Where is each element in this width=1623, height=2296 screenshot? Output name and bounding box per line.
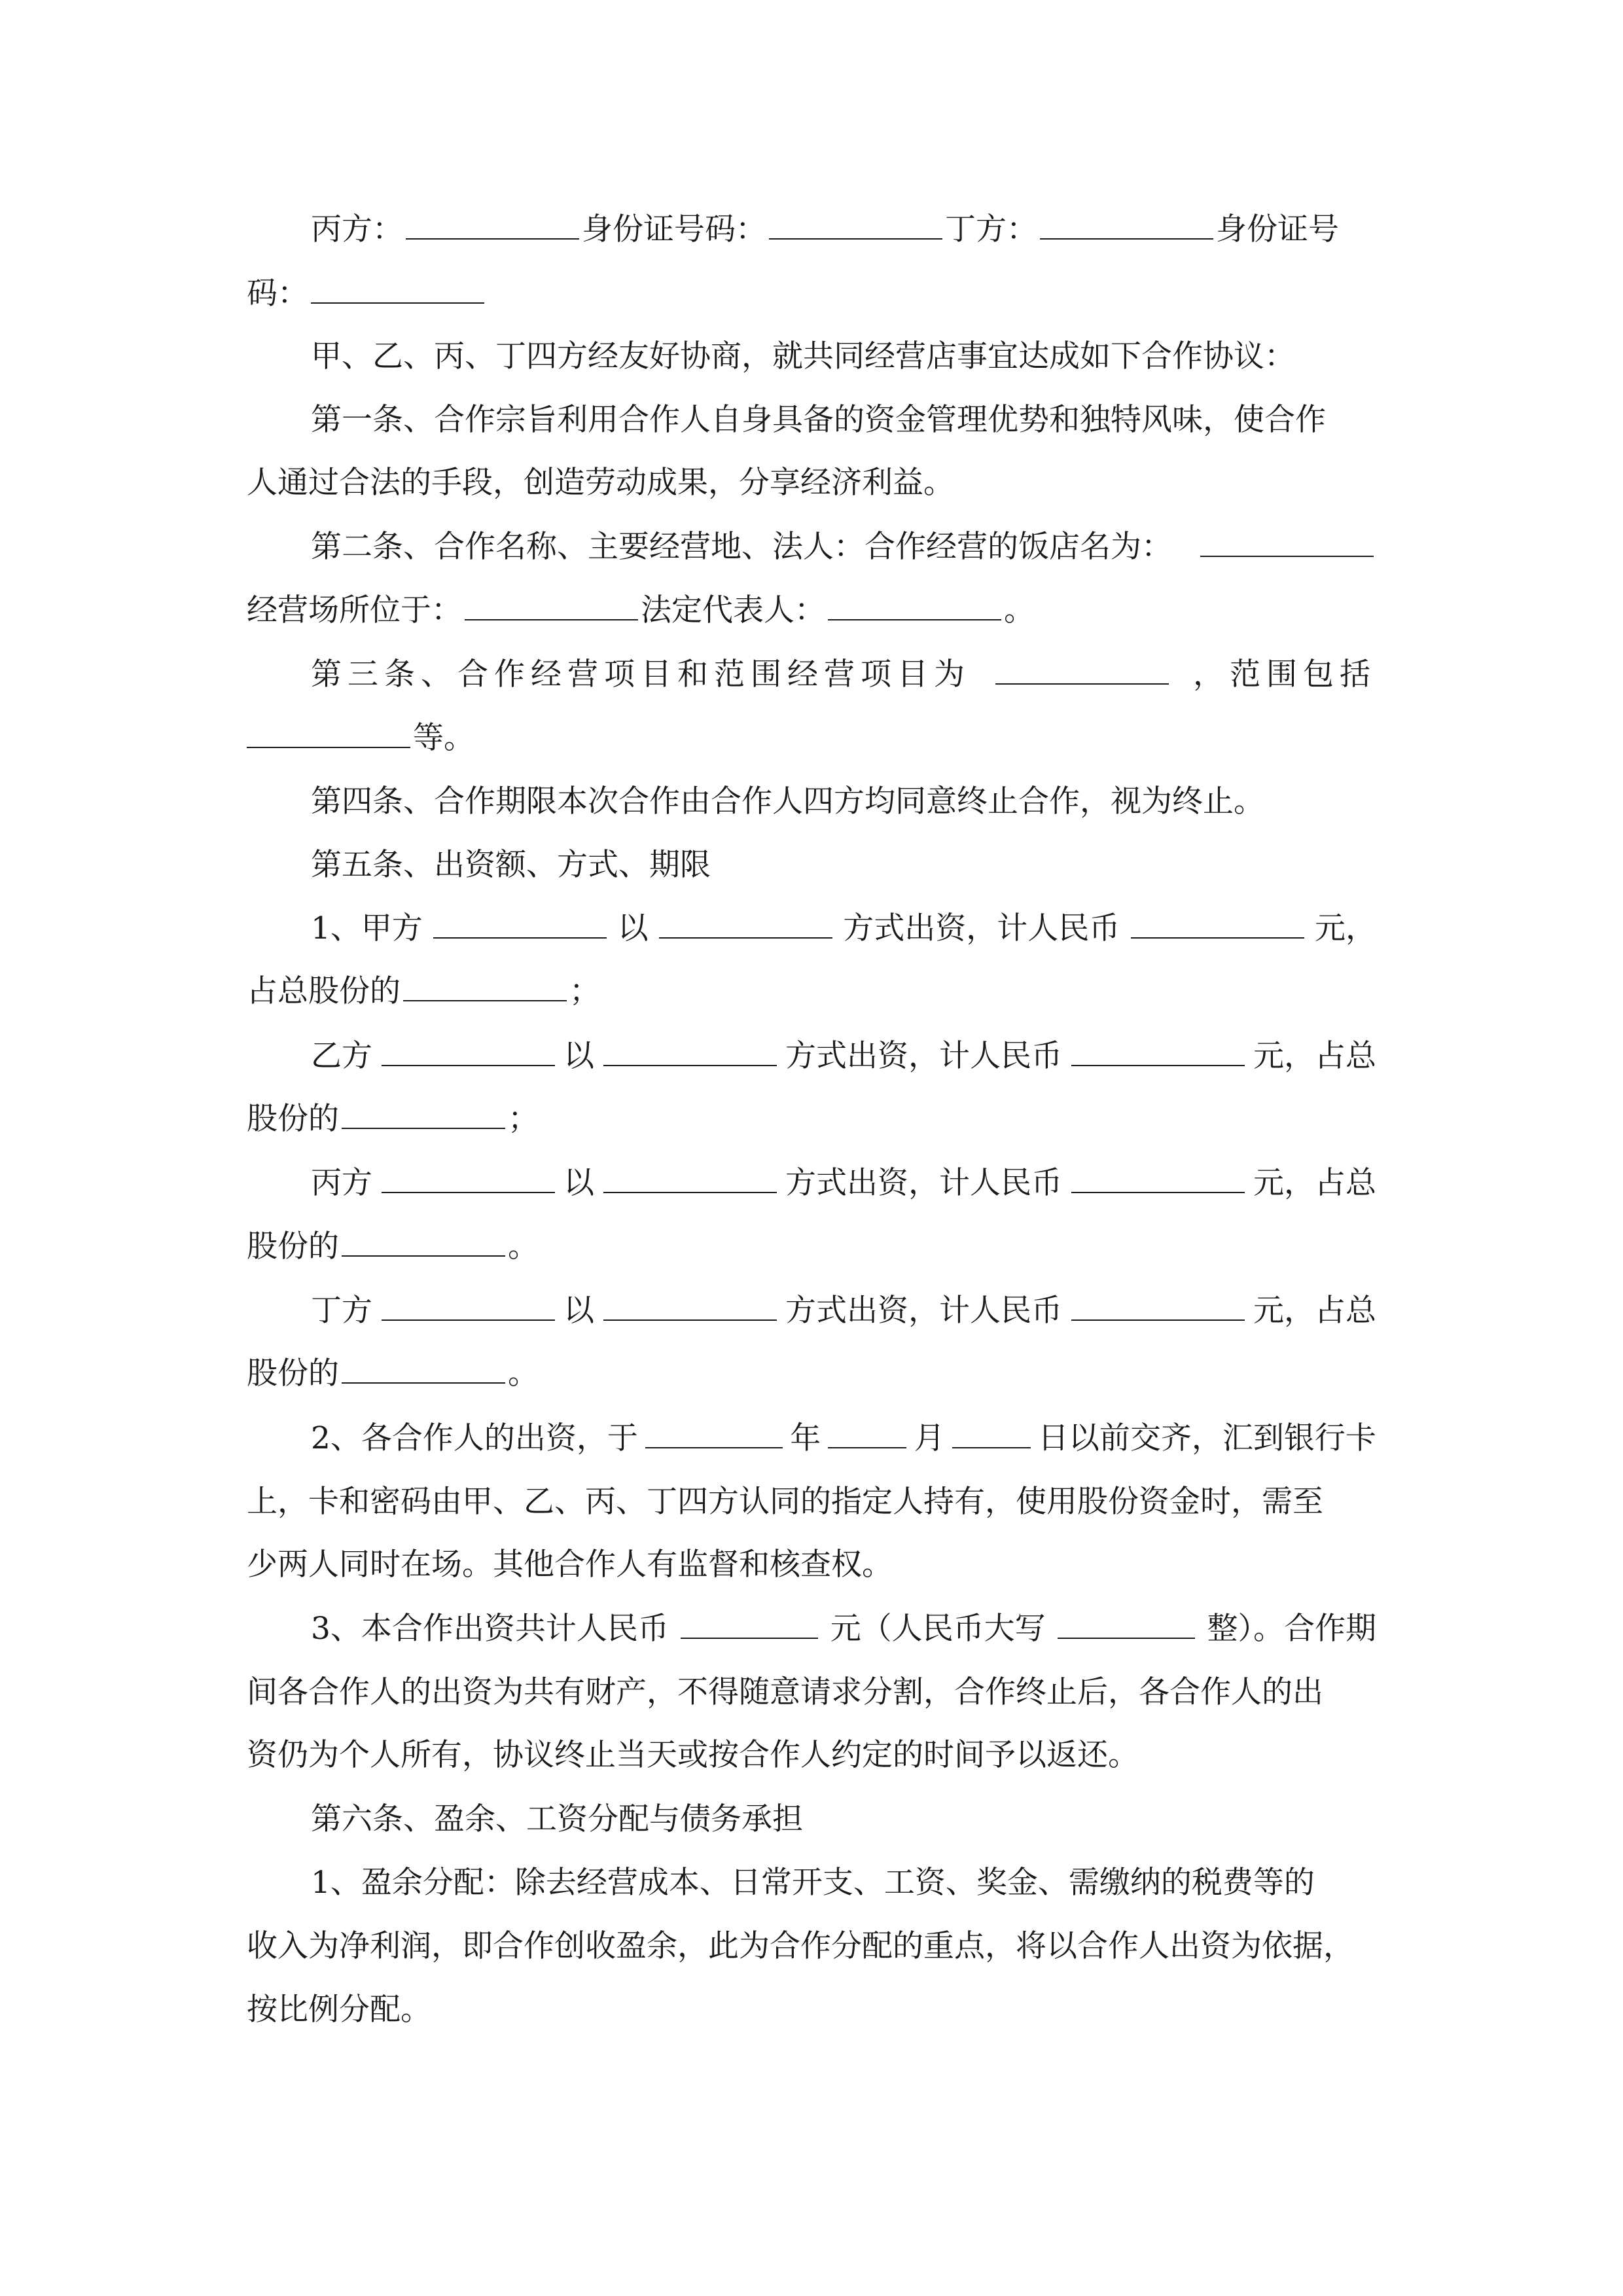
article-2 xyxy=(311,515,1376,579)
article-3-cont xyxy=(247,706,1376,770)
method-text: 方式出资，计人民币 xyxy=(843,910,1120,946)
semicolon: ； xyxy=(569,973,600,1009)
by-label: 以 xyxy=(563,1165,594,1201)
capital-amount-label: 元（人民币大写 xyxy=(830,1611,1046,1647)
id-number-label-cont: 码： xyxy=(247,276,308,312)
party-d-share-blank xyxy=(342,1382,505,1384)
by-label: 以 xyxy=(563,1293,594,1329)
intro-paragraph: 甲、乙、丙、丁四方经友好协商，就共同经营店事宜达成如下合作协议： xyxy=(311,338,1295,374)
semicolon: ； xyxy=(508,1101,539,1137)
legal-rep-blank xyxy=(828,619,1001,620)
party-b-share-blank xyxy=(342,1127,505,1129)
location-label: 经营场所位于： xyxy=(247,592,462,628)
joint-property-text: 间各合作人的出资为共有财产，不得随意请求分割，合作终止后，各合作人的出 xyxy=(247,1674,1323,1710)
party-b-label: 乙方 xyxy=(311,1038,372,1074)
by-label: 以 xyxy=(563,1038,594,1074)
return-text: 资仍为个人所有，协议终止当天或按合作人约定的时间予以返还。 xyxy=(247,1737,1139,1773)
period: 。 xyxy=(1004,592,1035,628)
party-a-contribution xyxy=(311,897,1376,961)
party-a-amount-blank xyxy=(433,937,607,939)
total-contribution xyxy=(311,1597,1376,1661)
share-label: 股份的 xyxy=(247,1229,339,1265)
scope-label: ，范围包括 xyxy=(1193,656,1376,692)
profit-distribution-cont: 收入为净利润，即合作创收盈余，此为合作分配的重点，将以合作人出资为依据， xyxy=(247,1928,1354,1964)
party-d-amount-blank xyxy=(382,1319,555,1321)
party-d-label: 丁方 xyxy=(311,1293,372,1329)
party-c-method-blank xyxy=(603,1191,777,1193)
party-d-method-blank xyxy=(603,1319,777,1321)
scope-blank xyxy=(247,746,410,748)
article-1-cont: 人通过合法的手段，创造劳动成果，分享经济利益。 xyxy=(247,465,954,501)
etc-text: 等。 xyxy=(413,720,474,756)
article-1: 第一条、合作宗旨利用合作人自身具备的资金管理优势和独特风味，使合作 xyxy=(311,402,1326,438)
share-label: 股份的 xyxy=(247,1101,339,1137)
bank-card-text: 上，卡和密码由甲、乙、丙、丁四方认同的指定人持有，使用股份资金时，需至 xyxy=(247,1484,1323,1520)
yuan-share-text: 元，占总 xyxy=(1253,1038,1376,1074)
article-3-text: 第三条、合作经营项目和范围经营项目为 xyxy=(311,656,971,692)
party-d-share xyxy=(247,1342,1376,1406)
day-blank xyxy=(952,1446,1031,1448)
period: 。 xyxy=(508,1229,539,1265)
contribution-deadline xyxy=(311,1407,1376,1471)
party-b-share xyxy=(247,1087,1376,1151)
article-4: 第四条、合作期限本次合作由合作人四方均同意终止合作，视为终止。 xyxy=(311,783,1264,819)
supervision-text: 少两人同时在场。其他合作人有监督和核查权。 xyxy=(247,1547,893,1583)
method-text: 方式出资，计人民币 xyxy=(785,1038,1062,1074)
restaurant-name-blank xyxy=(1200,555,1374,557)
article-5-title: 第五条、出资额、方式、期限 xyxy=(311,847,711,883)
party-b-contribution xyxy=(311,1024,1376,1088)
party-a-method-blank xyxy=(659,937,832,939)
party-d-rmb-blank xyxy=(1071,1319,1245,1321)
party-c-share xyxy=(247,1215,1376,1279)
party-a-rmb-blank xyxy=(1131,937,1304,939)
by-label: 以 xyxy=(617,910,649,946)
party-c-contribution xyxy=(311,1151,1376,1215)
article-2-text: 第二条、合作名称、主要经营地、法人：合作经营的饭店名为： xyxy=(311,529,1172,565)
party-c-id-blank xyxy=(769,238,942,240)
party-d-label: 丁方： xyxy=(945,211,1037,247)
id-number-label: 身份证号码： xyxy=(582,211,766,247)
yuan-share-text: 元，占总 xyxy=(1253,1165,1376,1201)
party-c-amount-blank xyxy=(382,1191,555,1193)
deadline-text-cont: 日以前交齐，汇到银行卡 xyxy=(1037,1420,1376,1456)
total-label: 3、本合作出资共计人民币 xyxy=(311,1611,669,1647)
party-d-id-line xyxy=(247,262,1376,326)
party-d-contribution xyxy=(311,1279,1376,1343)
party-d-id-blank xyxy=(311,302,484,304)
month-label: 月 xyxy=(914,1420,945,1456)
party-c-label: 丙方： xyxy=(311,211,403,247)
id-number-label: 身份证号 xyxy=(1216,211,1339,247)
party-c-name-blank xyxy=(406,238,579,240)
party-b-method-blank xyxy=(603,1064,777,1066)
year-blank xyxy=(645,1446,783,1448)
total-text-cont: 整）。合作期 xyxy=(1207,1611,1376,1647)
yuan-share-text: 元，占总 xyxy=(1253,1293,1376,1329)
total-amount-blank xyxy=(681,1637,818,1639)
month-blank xyxy=(828,1446,906,1448)
profit-distribution-end: 按比例分配。 xyxy=(247,1992,431,2028)
year-label: 年 xyxy=(790,1420,821,1456)
party-a-share-blank xyxy=(403,999,567,1001)
article-3 xyxy=(311,643,1376,707)
project-blank xyxy=(995,683,1169,685)
party-a-share xyxy=(247,960,1376,1024)
yuan-text: 元， xyxy=(1314,910,1376,946)
party-c-label: 丙方 xyxy=(311,1165,372,1201)
party-b-amount-blank xyxy=(382,1064,555,1066)
share-label: 股份的 xyxy=(247,1355,339,1391)
period: 。 xyxy=(508,1355,539,1391)
article-6-title: 第六条、盈余、工资分配与债务承担 xyxy=(311,1801,803,1837)
party-c-d-line xyxy=(311,198,1376,262)
location-blank xyxy=(465,619,638,620)
share-label: 占总股份的 xyxy=(247,973,401,1009)
method-text: 方式出资，计人民币 xyxy=(785,1165,1062,1201)
profit-distribution: 1、盈余分配：除去经营成本、日常开支、工资、奖金、需缴纳的税费等的 xyxy=(311,1865,1315,1901)
method-text: 方式出资，计人民币 xyxy=(785,1293,1062,1329)
capital-amount-blank xyxy=(1058,1637,1195,1639)
article-2-cont xyxy=(247,579,1376,643)
party-d-name-blank xyxy=(1040,238,1213,240)
party-c-share-blank xyxy=(342,1255,505,1257)
legal-rep-label: 法定代表人： xyxy=(641,592,825,628)
deadline-text: 2、各合作人的出资，于 xyxy=(311,1420,638,1456)
party-a-label: 1、甲方 xyxy=(311,910,423,946)
party-b-rmb-blank xyxy=(1071,1064,1245,1066)
party-c-rmb-blank xyxy=(1071,1191,1245,1193)
